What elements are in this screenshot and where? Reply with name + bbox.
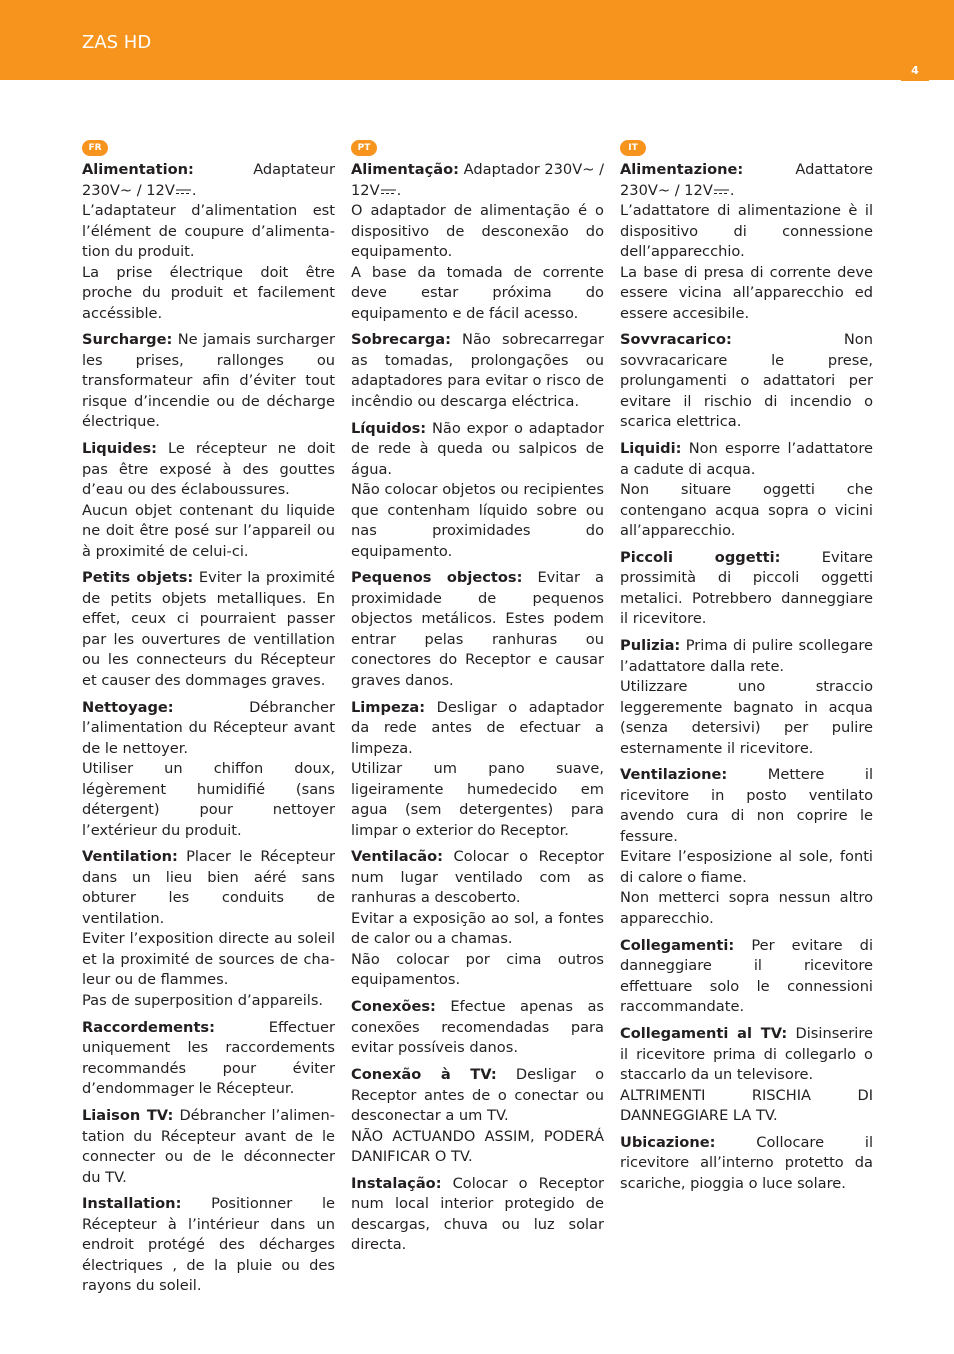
section-text: Effectuer uniquement les raccordements recommandés pour éviter d’endommager le Récepteur. xyxy=(82,1018,335,1098)
section xyxy=(620,548,873,630)
section-term: Sobrecarga: xyxy=(351,331,451,349)
section-line xyxy=(351,201,604,263)
section xyxy=(82,1018,335,1100)
page-number: 4 xyxy=(901,60,929,81)
section-text: Colocar o Receptor num local interior protegido de descargas, chuva ou luz solar directa. xyxy=(351,1174,605,1254)
section-term: Conexões: xyxy=(351,998,436,1016)
section-text: Mettere il ricevitore in posto ventilato avendo cura di non coprire le fessure. xyxy=(620,766,873,845)
section-term: Pulizia: xyxy=(620,637,681,655)
section-first-line xyxy=(82,439,335,501)
section-term: Collegamenti al TV: xyxy=(620,1025,788,1043)
section-text: Ne jamais surcharger les prises, rallonges ou transformateur afin d’éviter tout risque d’incendie ou de décharge électrique. xyxy=(82,331,335,431)
section-first-line xyxy=(351,419,604,481)
section-term: Liquides: xyxy=(82,440,158,458)
section-text: Não sobrecarregar as tomadas, prolongações ou adaptadores para evitar o risco de incêndio ou descarga eléctrica. xyxy=(351,331,604,410)
section-first-line xyxy=(82,1018,335,1100)
section-text: Eviter la proximité de petits objets metalliques. En effet, ceux ci pourraient passer par les ouvertures de ventillation ou les connecteurs du Récepteur et causer des dommages graves. xyxy=(82,569,335,689)
section xyxy=(351,1065,604,1168)
section-line xyxy=(351,480,604,562)
section-text: A base da tomada de corrente deve estar próxima do equipamento e de fácil acesso. xyxy=(351,263,604,322)
section xyxy=(620,636,873,759)
section-term: Pequenos objectos: xyxy=(351,569,523,587)
section xyxy=(82,847,335,1011)
section-term: Piccoli oggetti: xyxy=(620,548,781,566)
header-bar xyxy=(0,0,954,80)
section-text: Colocar o Receptor num lugar ventilado com as ranhuras a descoberto. xyxy=(351,848,604,907)
section-term: Limpeza: xyxy=(351,698,426,716)
section-term: Instalação: xyxy=(351,1174,442,1192)
section-term: Ventilazione: xyxy=(620,766,728,784)
section-text: Adaptateur 230V~ / 12V xyxy=(82,161,335,199)
section-text: Débrancher l’alimentation du Récepteur avant de le connecter ou de le déconnecter du TV. xyxy=(82,1107,335,1186)
section-text: Desligar o adaptador da rede antes de efectuar a limpeza. xyxy=(351,698,604,757)
section-text: La prise électrique doit être proche du produit et facilement accéssible. xyxy=(82,263,335,322)
section-text: Aucun objet contenant du liquide ne doit être posé sur l’appareil ou à proximité de celui-ci. xyxy=(82,501,335,560)
section xyxy=(82,330,335,433)
section-term: Ubicazione: xyxy=(620,1133,716,1151)
section-text: Desligar o Receptor antes de o conectar ou desconectar a um TV. xyxy=(351,1066,605,1125)
language-badge: FR xyxy=(82,140,108,156)
section-line xyxy=(82,991,335,1012)
section-line xyxy=(620,677,873,759)
section-text: O adaptador de alimentação é o dispositivo de desconexão do equipamento. xyxy=(351,202,604,260)
section xyxy=(620,160,873,324)
section-first-line xyxy=(82,698,335,760)
section xyxy=(351,1174,604,1256)
document-title: ZAS HD xyxy=(82,32,152,53)
section-first-line xyxy=(82,568,335,691)
section xyxy=(351,698,604,842)
section xyxy=(620,765,873,929)
dc-current-icon xyxy=(714,189,729,195)
section xyxy=(351,847,604,991)
section-line xyxy=(620,888,873,929)
section xyxy=(82,1194,335,1297)
section xyxy=(351,997,604,1059)
section-text: Non sovvracaricare le prese, prolungamenti o adattatori per evitare il rischio di incendio o scarica elettrica. xyxy=(620,331,873,431)
section-term: Líquidos: xyxy=(351,419,427,437)
section-line xyxy=(620,847,873,888)
column-pt xyxy=(351,136,604,1262)
section xyxy=(82,1106,335,1188)
section-text: Non esporre l’adattatore a cadute di acqua. xyxy=(620,440,873,478)
section-first-line xyxy=(351,847,604,909)
section-text: Utilizar um pano suave, ligeiramente humedecido em agua (sem detergentes) para limpar o exterior do Receptor. xyxy=(351,760,604,839)
section-text: Disinserire il ricevitore prima di collegarlo o staccarlo da un televisore. xyxy=(620,1025,873,1084)
section-line xyxy=(82,929,335,991)
section-text: Positionner le Récepteur à l’intérieur dans un endroit protégé des décharges électriques , de la pluie ou des rayons du soleil. xyxy=(82,1195,335,1295)
section-text: L’adaptateur d’alimentation est l’élément de coupure d’alimentation du produit. xyxy=(82,202,335,260)
section-first-line xyxy=(351,997,604,1059)
column-fr xyxy=(82,136,335,1303)
section-term: Ventilacão: xyxy=(351,848,443,866)
section-first-line xyxy=(620,439,873,480)
section xyxy=(620,1024,873,1127)
section-text: NÃO ACTUANDO ASSIM, PODERÁ DANIFICAR O TV. xyxy=(351,1127,604,1166)
section xyxy=(351,160,604,324)
section xyxy=(620,1133,873,1195)
section-line xyxy=(620,201,873,263)
dc-current-icon xyxy=(381,189,396,195)
section-first-line: Alimentazione: Adattatore 230V~ / 12V . xyxy=(620,161,873,199)
section-term: Petits objets: xyxy=(82,569,194,587)
section-term: Liquidi: xyxy=(620,440,682,458)
section-first-line xyxy=(351,1065,604,1127)
section-term: Alimentazione: xyxy=(620,161,744,178)
section-first-line xyxy=(620,636,873,677)
section-line xyxy=(82,201,335,263)
section-text: Collocare il ricevitore all’interno protetto da scariche, pioggia o luce solare. xyxy=(620,1133,873,1192)
section-term: Installation: xyxy=(82,1195,182,1213)
section-text: Evitar a exposição ao sol, a fontes de calor ou a chamas. xyxy=(351,909,604,948)
section-line xyxy=(620,480,873,542)
section-first-line xyxy=(82,847,335,929)
section-line xyxy=(351,759,604,841)
language-badge: IT xyxy=(620,140,646,156)
section-term: Alimentation: xyxy=(82,161,194,178)
section-first-line xyxy=(620,765,873,847)
section-line xyxy=(351,263,604,325)
section-text: Pas de superposition d’appareils. xyxy=(82,991,324,1009)
section xyxy=(351,568,604,691)
section-text: Utilizzare uno straccio leggeremente bagnato in acqua (senza detersivi) per pulire esternamente il ricevitore. xyxy=(620,678,873,757)
section-text: Evitare l’esposizione al sole, fonti di calore o fiame. xyxy=(620,848,873,886)
section-first-line xyxy=(620,330,873,433)
section xyxy=(351,419,604,563)
section-line xyxy=(620,263,873,325)
section-line xyxy=(620,1086,873,1127)
section-text: Non metterci sopra nessun altro apparecchio. xyxy=(620,889,873,927)
section-first-line: Alimentação: Adaptador 230V~ / 12V . xyxy=(351,161,604,199)
section xyxy=(620,936,873,1018)
section-term: Liaison TV: xyxy=(82,1107,174,1125)
section-line xyxy=(82,501,335,563)
section-first-line: Alimentation: Adaptateur 230V~ / 12V . xyxy=(82,161,335,199)
section-term: Ventilation: xyxy=(82,848,178,866)
section-first-line xyxy=(351,568,604,691)
section-line xyxy=(351,909,604,950)
section-term: Conexão à TV: xyxy=(351,1066,497,1084)
section-first-line xyxy=(351,1174,604,1256)
section-text: Utiliser un chiffon doux, légèrement humidifié (sans détergent) pour nettoyer l’extérieur du produit. xyxy=(82,760,335,839)
column-it xyxy=(620,136,873,1201)
section xyxy=(82,568,335,691)
section-term: Sovvracarico: xyxy=(620,331,732,349)
section xyxy=(82,698,335,842)
section-first-line xyxy=(620,548,873,630)
section-term: Surcharge: xyxy=(82,331,173,349)
section-line xyxy=(82,759,335,841)
section xyxy=(82,439,335,562)
section-text: Adaptador 230V~ / 12V xyxy=(351,161,604,199)
section xyxy=(620,439,873,542)
section-text: Prima di pulire scollegare l’adattatore dalla rete. xyxy=(620,637,874,675)
section-text: La base di presa di corrente deve essere vicina all’apparecchio ed essere accesibile. xyxy=(620,263,873,322)
section-text: Não colocar objetos ou recipientes que contenham líquido sobre ou nas proximidades do equipamento. xyxy=(351,481,604,560)
section-text: Não colocar por cima outros equipamentos. xyxy=(351,950,604,989)
section-text: Evitare prossimità di piccoli oggetti metalici. Potrebbero danneggiare il ricevitore. xyxy=(620,548,873,628)
section xyxy=(351,330,604,412)
section-first-line xyxy=(82,1106,335,1188)
section-text: Per evitare di danneggiare il ricevitore effettuare solo le connessioni raccommandate. xyxy=(620,936,873,1016)
section-first-line xyxy=(620,1024,873,1086)
section xyxy=(620,330,873,433)
section xyxy=(82,160,335,324)
section-line xyxy=(82,263,335,325)
section-text: Evitar a proximidade de pequenos objectos metálicos. Estes podem entrar pelas ranhuras ou conectores do Receptor e causar graves danos. xyxy=(351,569,604,689)
section-text: Eviter l’exposition directe au soleil et la proximité de sources de chaleur ou de flammes. xyxy=(82,930,335,989)
section-first-line xyxy=(620,936,873,1018)
section-first-line xyxy=(620,1133,873,1195)
section-text: Adattatore 230V~ / 12V xyxy=(620,161,873,199)
section-first-line xyxy=(82,330,335,433)
language-badge: PT xyxy=(351,140,377,156)
section-first-line xyxy=(351,330,604,412)
section-text: ALTRIMENTI RISCHIA DI DANNEGGIARE LA TV. xyxy=(620,1086,873,1125)
section-term: Collegamenti: xyxy=(620,936,735,954)
section-text: Débrancher l’alimentation du Récepteur avant de le nettoyer. xyxy=(82,698,335,757)
section-term: Nettoyage: xyxy=(82,698,174,716)
dc-current-icon xyxy=(176,189,191,195)
section-first-line xyxy=(351,698,604,760)
section-line xyxy=(351,950,604,991)
section-text: Non situare oggetti che contengano acqua sopra o vicini all’apparecchio. xyxy=(620,481,873,540)
section-text: Le récepteur ne doit pas être exposé à des gouttes d’eau ou des éclaboussures. xyxy=(82,440,335,499)
section-text: Não expor o adaptador de rede à queda ou salpicos de água. xyxy=(351,419,604,478)
section-text: Placer le Récepteur dans un lieu bien aéré sans obturer les conduits de ventilation. xyxy=(82,848,335,927)
section-text: Efectue apenas as conexões recomendadas para evitar possíveis danos. xyxy=(351,998,604,1057)
section-first-line xyxy=(82,1194,335,1297)
section-line xyxy=(351,1127,604,1168)
section-term: Alimentação: xyxy=(351,161,459,178)
section-term: Raccordements: xyxy=(82,1018,215,1036)
section-text: L’adattatore di alimentazione è il dispositivo di connessione dell’apparecchio. xyxy=(620,202,873,260)
